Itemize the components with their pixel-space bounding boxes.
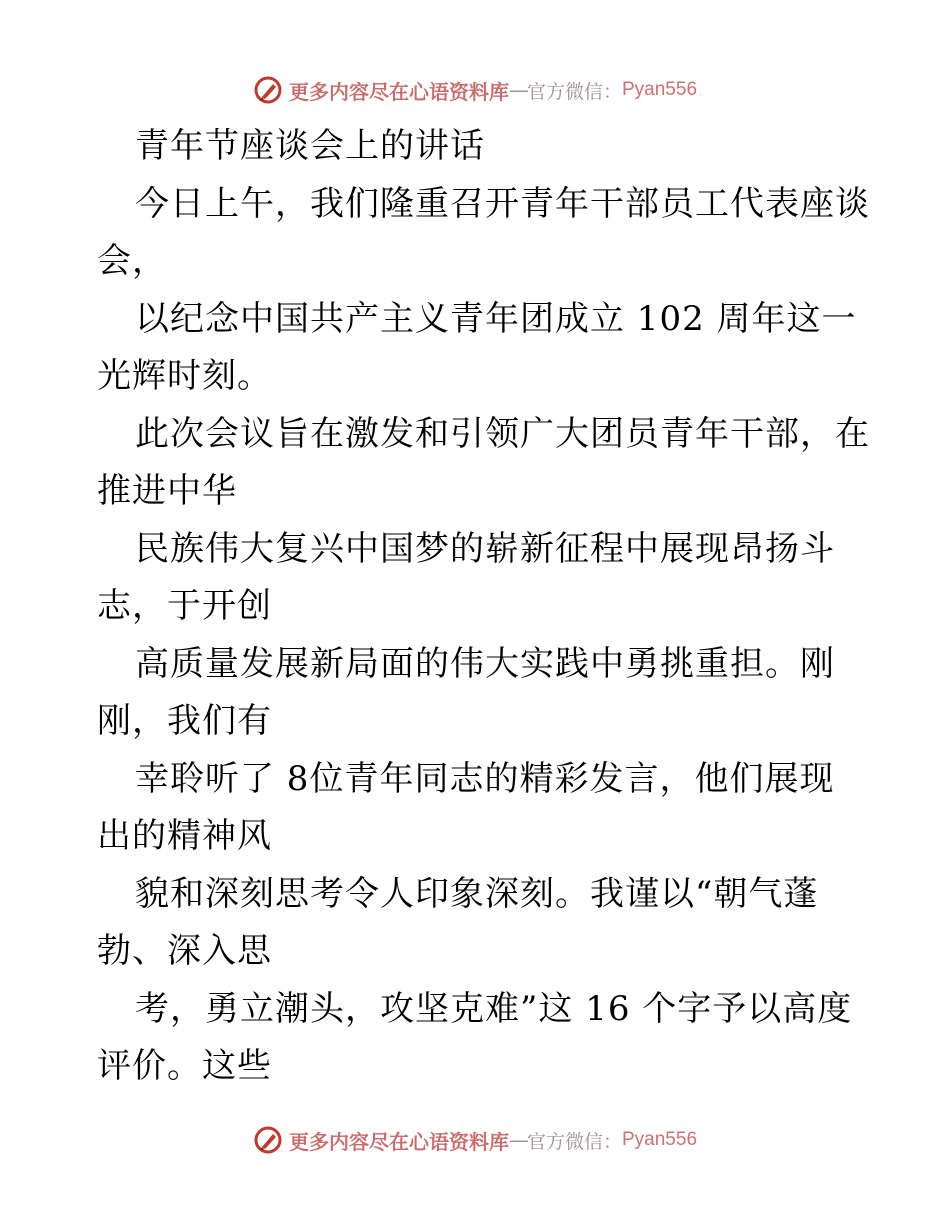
document-body <box>97 118 870 1096</box>
banner-main-text: 更多内容尽在心语资料库 <box>288 1129 509 1154</box>
document-title: 青年节座谈会上的讲话 <box>135 126 485 166</box>
paragraph-line: 评价。这些 <box>97 1046 272 1086</box>
banner-separator: — <box>508 1128 527 1152</box>
paragraph-line: 出的精神风 <box>97 816 272 856</box>
paragraph-line: 民族伟大复兴中国梦的崭新征程中展现昂扬斗 <box>135 528 835 569</box>
paragraph-line: 考，勇立潮头，攻坚克难”这 16 个字予以高度 <box>135 988 853 1029</box>
paragraph-line: 推进中华 <box>97 471 237 511</box>
banner-wechat-label: 官方微信： <box>526 80 622 103</box>
banner-main-text: 更多内容尽在心语资料库 <box>288 79 509 104</box>
banner-wechat-label: 官方微信： <box>526 1130 622 1153</box>
paragraph-line: 会， <box>97 241 167 281</box>
paragraph-line: 以纪念中国共产主义青年团成立 102 周年这一 <box>135 298 857 339</box>
paragraph-line: 幸聆听了 8位青年同志的精彩发言，他们展现 <box>135 758 835 799</box>
banner-wechat-id: Pyan556 <box>622 79 698 100</box>
paragraph-line: 今日上午，我们隆重召开青年干部员工代表座谈 <box>135 183 870 224</box>
banner-wechat-id: Pyan556 <box>622 1129 698 1150</box>
paragraph-line: 高质量发展新局面的伟大实践中勇挑重担。刚 <box>135 643 835 684</box>
paragraph-line: 此次会议旨在激发和引领广大团员青年干部，在 <box>135 413 870 454</box>
pen-circle-icon <box>253 1125 283 1155</box>
paragraph-line: 貌和深刻思考令人印象深刻。我谨以“朝气蓬 <box>135 873 819 914</box>
footer-watermark-banner <box>0 1120 950 1160</box>
paragraph-line: 光辉时刻。 <box>97 356 272 396</box>
banner-separator: — <box>508 78 527 102</box>
paragraph-line: 勃、深入思 <box>97 931 272 971</box>
paragraph-line: 刚，我们有 <box>97 701 272 741</box>
header-watermark-banner <box>0 70 950 110</box>
paragraph-line: 志，于开创 <box>97 586 272 626</box>
pen-circle-icon <box>253 75 283 105</box>
